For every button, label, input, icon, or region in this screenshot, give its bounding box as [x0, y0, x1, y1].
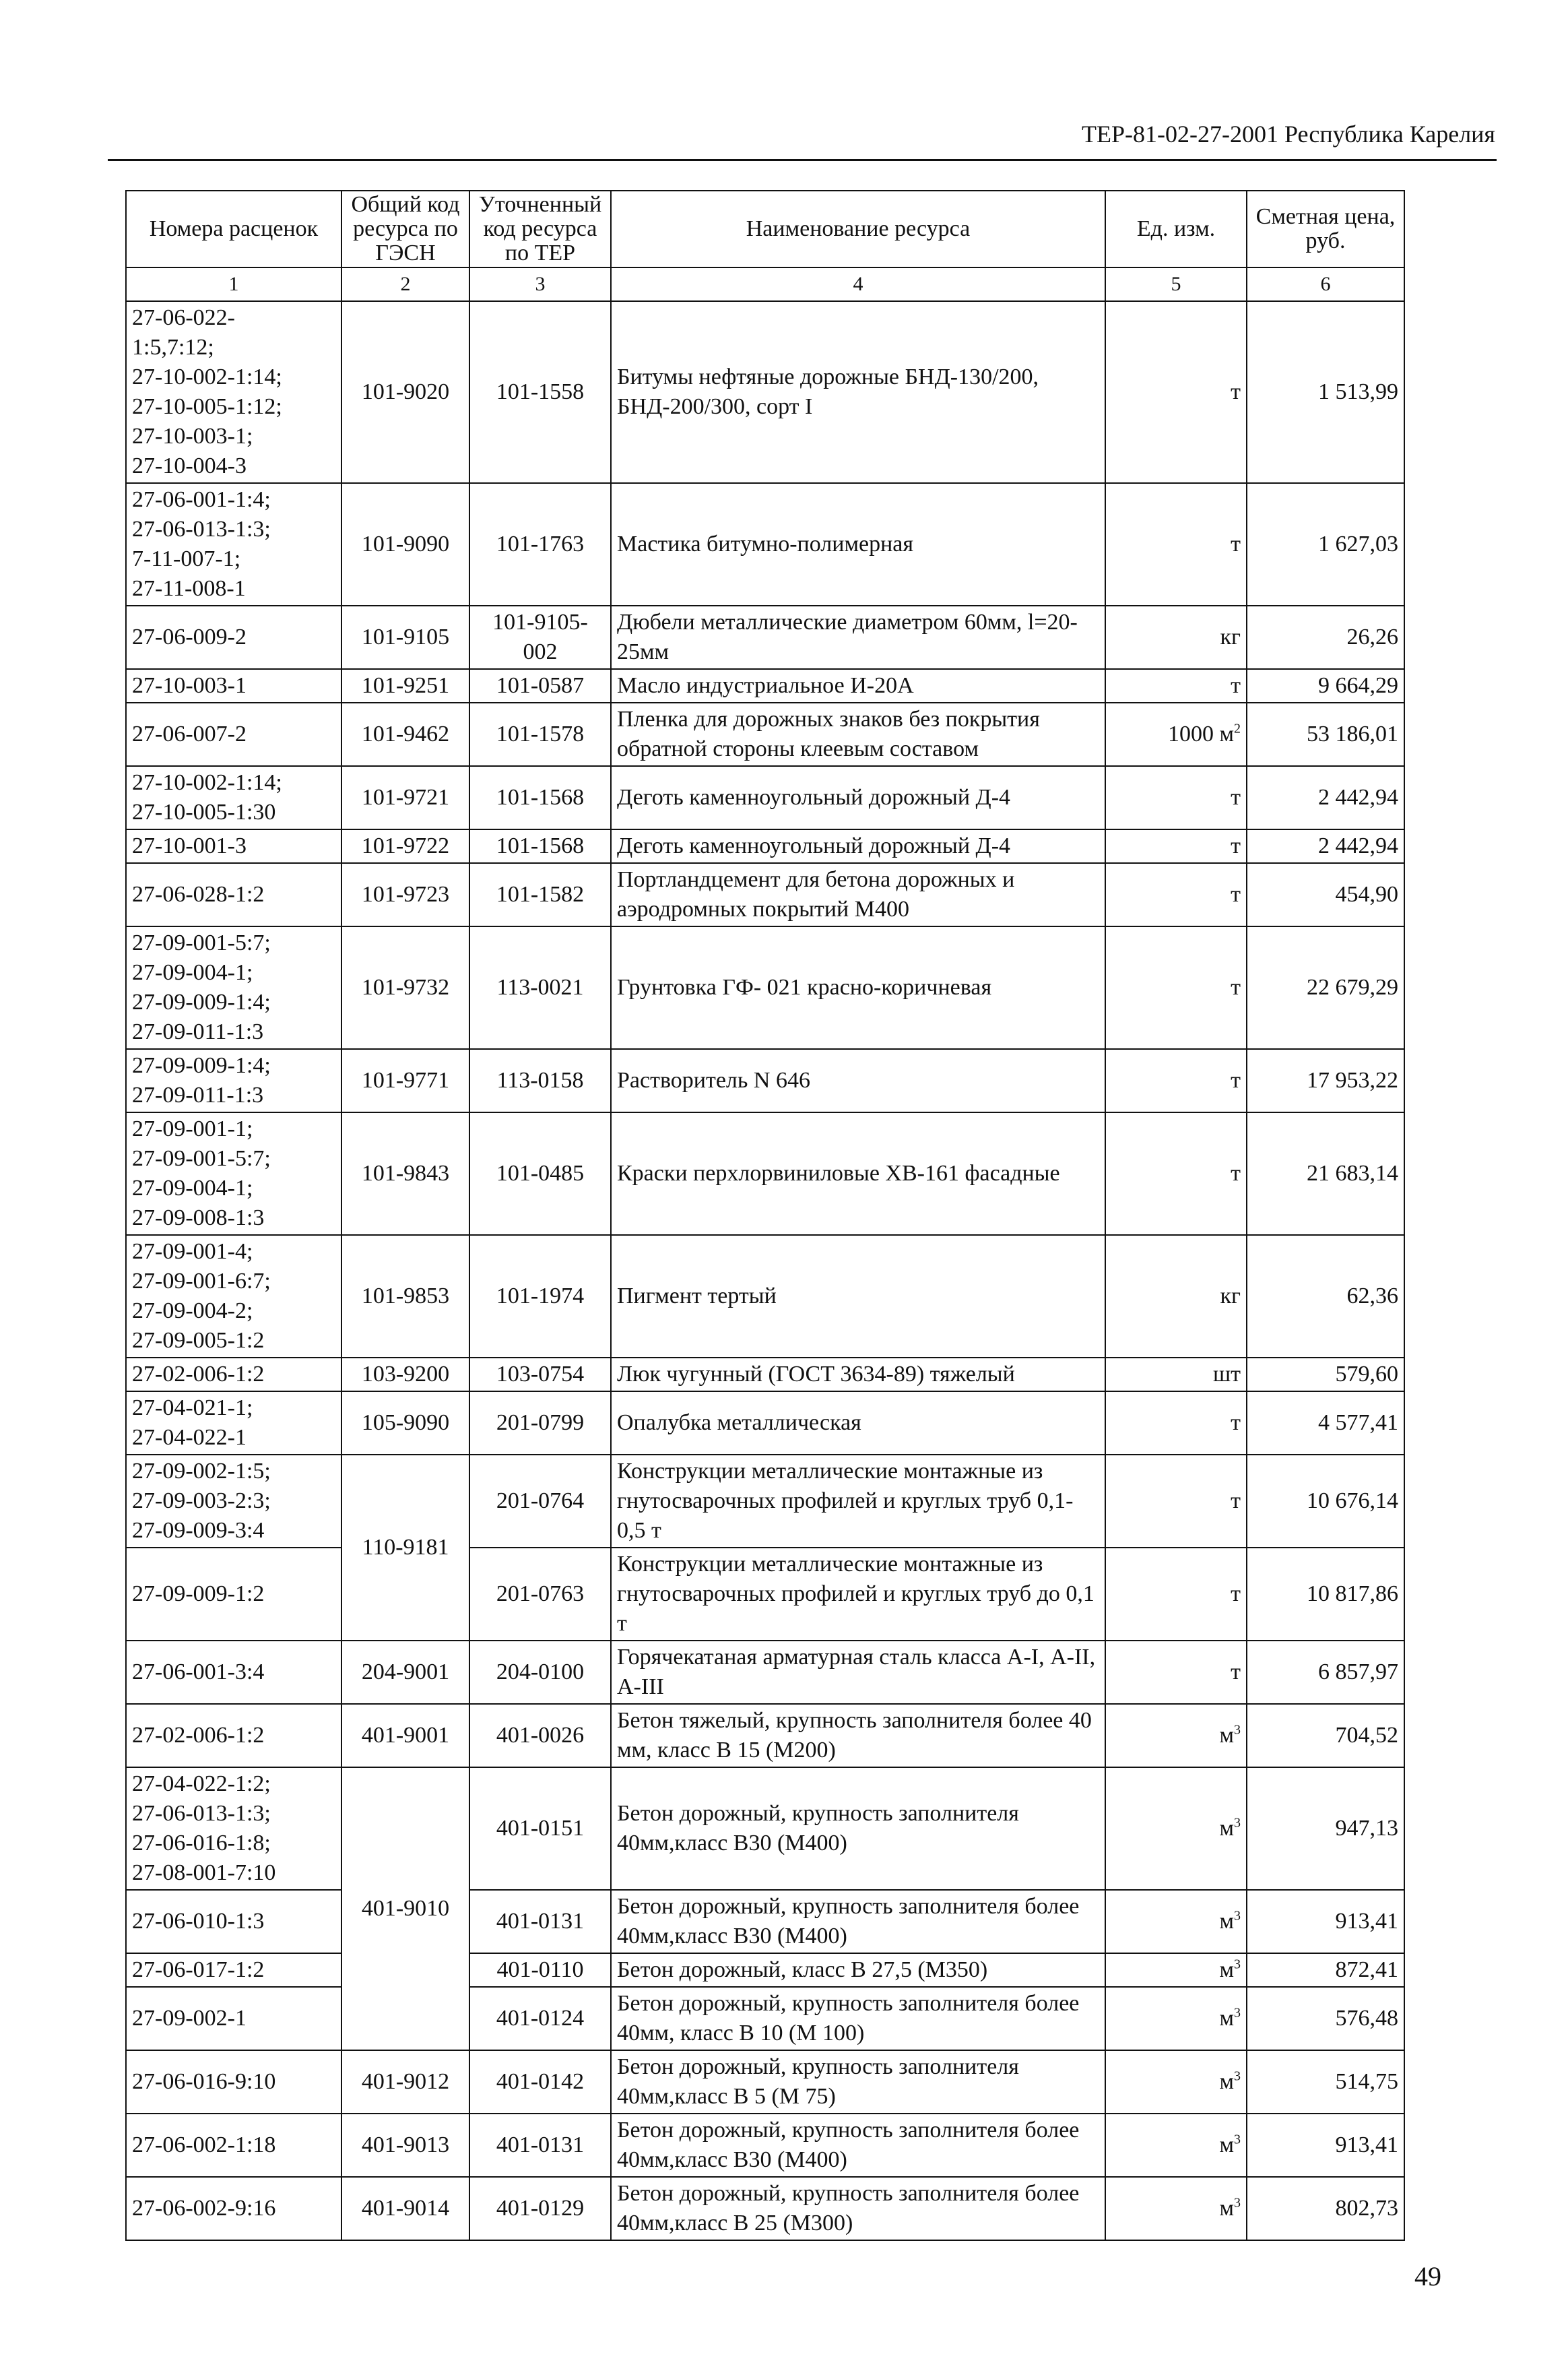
unit-cell	[1105, 669, 1247, 703]
table-row	[126, 1049, 1404, 1112]
unit-text: кг	[1220, 625, 1241, 649]
rate-codes-cell	[126, 766, 341, 829]
rate-code: 27-02-006-1:2	[132, 1723, 265, 1748]
unit-cell	[1105, 1049, 1247, 1112]
ter-code-cell: 101-0587	[469, 669, 611, 703]
column-number: 3	[469, 267, 611, 301]
resource-name-cell: Люк чугунный (ГОСТ 3634-89) тяжелый	[611, 1358, 1105, 1391]
resource-name-cell: Деготь каменноугольный дорожный Д-4	[611, 829, 1105, 863]
rate-codes-cell	[126, 1049, 341, 1112]
price-cell: 802,73	[1247, 2177, 1404, 2240]
rate-code: 27-10-003-1	[132, 673, 247, 698]
unit-cell	[1105, 829, 1247, 863]
ter-code-cell: 113-0021	[469, 926, 611, 1049]
resource-name-cell: Бетон дорожный, крупность заполнителя более 40мм,класс В 25 (М300)	[611, 2177, 1105, 2240]
rate-codes-cell	[126, 1548, 341, 1641]
table-row	[126, 1455, 1404, 1548]
gesn-code-cell: 101-9732	[341, 926, 469, 1049]
table-row	[126, 2114, 1404, 2177]
rate-code: 27-06-013-1:3;	[132, 1801, 271, 1826]
column-header-ter-code: Уточненный код ресурса по ТЕР	[469, 191, 611, 267]
gesn-code-cell: 101-9771	[341, 1049, 469, 1112]
table-row	[126, 703, 1404, 766]
rate-code: 27-06-001-1:4;	[132, 487, 271, 512]
gesn-code-cell: 101-9843	[341, 1112, 469, 1235]
table-row	[126, 606, 1404, 669]
unit-text: т	[1231, 1659, 1241, 1684]
table-row	[126, 1235, 1404, 1358]
unit-text: м	[1219, 2006, 1234, 2031]
unit-cell	[1105, 2177, 1247, 2240]
price-cell: 53 186,01	[1247, 703, 1404, 766]
rate-codes-cell	[126, 1641, 341, 1704]
rate-code: 27-09-001-5:7;	[132, 1146, 271, 1171]
ter-code-cell: 113-0158	[469, 1049, 611, 1112]
table-row	[126, 1358, 1404, 1391]
rate-code: 27-09-002-1	[132, 2006, 247, 2031]
unit-text: т	[1231, 532, 1241, 557]
gesn-code-cell: 110-9181	[341, 1455, 469, 1641]
resource-name-cell: Портландцемент для бетона дорожных и аэродромных покрытий М400	[611, 863, 1105, 926]
rate-code: 27-09-004-1;	[132, 1176, 253, 1201]
rate-codes-cell	[126, 863, 341, 926]
resource-name-cell: Растворитель N 646	[611, 1049, 1105, 1112]
unit-cell	[1105, 483, 1247, 606]
column-number: 1	[126, 267, 341, 301]
price-cell: 22 679,29	[1247, 926, 1404, 1049]
unit-text: т	[1231, 1581, 1241, 1606]
price-cell: 1 513,99	[1247, 301, 1404, 483]
rate-code: 27-06-002-1:18	[132, 2132, 276, 2157]
rate-codes-cell	[126, 606, 341, 669]
price-cell: 514,75	[1247, 2050, 1404, 2114]
rate-code: 27-10-005-1:12;	[132, 394, 282, 419]
rate-code: 27-09-002-1:5;	[132, 1459, 271, 1484]
gesn-code-cell: 401-9013	[341, 2114, 469, 2177]
unit-cell	[1105, 1641, 1247, 1704]
unit-text: м	[1219, 1957, 1234, 1982]
gesn-code-cell: 401-9014	[341, 2177, 469, 2240]
ter-code-cell: 201-0764	[469, 1455, 611, 1548]
rate-code: 27-04-022-1:2;	[132, 1771, 271, 1796]
gesn-code-cell: 101-9723	[341, 863, 469, 926]
page-number: 49	[1414, 2261, 1441, 2291]
rate-code: 27-06-010-1:3	[132, 1909, 265, 1934]
resource-name-cell: Деготь каменноугольный дорожный Д-4	[611, 766, 1105, 829]
ter-code-cell: 401-0026	[469, 1704, 611, 1767]
unit-text: т	[1231, 1161, 1241, 1186]
unit-cell	[1105, 1953, 1247, 1987]
price-cell: 6 857,97	[1247, 1641, 1404, 1704]
unit-text: м	[1219, 2196, 1234, 2221]
unit-text: м	[1219, 2132, 1234, 2157]
rate-code: 27-09-005-1:2	[132, 1328, 265, 1353]
gesn-code-cell: 101-9020	[341, 301, 469, 483]
rate-code: 27-10-004-3	[132, 453, 247, 478]
ter-code-cell: 101-1568	[469, 766, 611, 829]
gesn-code-cell: 401-9010	[341, 1767, 469, 2050]
ter-code-cell: 401-0142	[469, 2050, 611, 2114]
rate-code: 27-09-011-1:3	[132, 1019, 264, 1044]
resource-name-cell: Грунтовка ГФ- 021 красно-коричневая	[611, 926, 1105, 1049]
price-cell: 21 683,14	[1247, 1112, 1404, 1235]
rate-codes-cell	[126, 2114, 341, 2177]
table-row	[126, 1112, 1404, 1235]
rate-code: 27-04-021-1;	[132, 1395, 253, 1420]
unit-exponent: 3	[1234, 1908, 1241, 1924]
unit-cell	[1105, 1391, 1247, 1455]
rate-code: 27-09-003-2:3;	[132, 1488, 271, 1513]
gesn-code-cell: 101-9462	[341, 703, 469, 766]
rate-codes-cell	[126, 2177, 341, 2240]
rate-codes-cell	[126, 1455, 341, 1548]
unit-text: кг	[1220, 1283, 1241, 1308]
price-cell: 704,52	[1247, 1704, 1404, 1767]
rate-code: 27-06-022-	[132, 305, 235, 330]
price-cell: 4 577,41	[1247, 1391, 1404, 1455]
gesn-code-cell: 101-9721	[341, 766, 469, 829]
rate-codes-cell	[126, 669, 341, 703]
column-header-price: Сметная цена, руб.	[1247, 191, 1404, 267]
gesn-code-cell: 105-9090	[341, 1391, 469, 1455]
rate-code: 27-06-007-2	[132, 722, 247, 747]
rate-codes-cell	[126, 1953, 341, 1987]
resource-name-cell: Бетон тяжелый, крупность заполнителя более 40 мм, класс В 15 (М200)	[611, 1704, 1105, 1767]
price-cell: 10 817,86	[1247, 1548, 1404, 1641]
gesn-code-cell: 103-9200	[341, 1358, 469, 1391]
ter-code-cell: 101-0485	[469, 1112, 611, 1235]
rate-codes-cell	[126, 1358, 341, 1391]
column-number: 4	[611, 267, 1105, 301]
price-cell: 10 676,14	[1247, 1455, 1404, 1548]
resource-name-cell: Бетон дорожный, крупность заполнителя более 40мм, класс В 10 (М 100)	[611, 1987, 1105, 2050]
resource-name-cell: Пленка для дорожных знаков без покрытия обратной стороны клеевым составом	[611, 703, 1105, 766]
table-row	[126, 483, 1404, 606]
resource-name-cell: Бетон дорожный, крупность заполнителя 40мм,класс В30 (М400)	[611, 1767, 1105, 1890]
rate-code: 27-09-011-1:3	[132, 1083, 264, 1108]
ter-code-cell: 401-0110	[469, 1953, 611, 1987]
rate-code: 27-06-016-9:10	[132, 2069, 276, 2094]
rate-code: 27-09-009-1:4;	[132, 1053, 271, 1078]
rate-code: 27-09-004-2;	[132, 1298, 253, 1323]
unit-text: т	[1231, 1068, 1241, 1093]
unit-text: т	[1231, 673, 1241, 698]
table-row	[126, 863, 1404, 926]
column-header-gesn-code: Общий код ресурса по ГЭСН	[341, 191, 469, 267]
rate-codes-cell	[126, 1890, 341, 1953]
rate-codes-cell	[126, 1704, 341, 1767]
unit-text: т	[1231, 833, 1241, 858]
rate-codes-cell	[126, 1391, 341, 1455]
rate-code: 27-09-001-4;	[132, 1239, 253, 1264]
resource-price-table	[125, 190, 1405, 2241]
unit-cell	[1105, 863, 1247, 926]
unit-exponent: 3	[1234, 2132, 1241, 2147]
price-cell: 913,41	[1247, 2114, 1404, 2177]
rate-code: 27-10-002-1:14;	[132, 770, 282, 795]
resource-name-cell: Мастика битумно-полимерная	[611, 483, 1105, 606]
unit-text: м	[1219, 2069, 1234, 2094]
table-row	[126, 2177, 1404, 2240]
price-cell: 62,36	[1247, 1235, 1404, 1358]
table-row	[126, 766, 1404, 829]
rate-code: 27-09-001-6:7;	[132, 1269, 271, 1294]
rate-codes-cell	[126, 301, 341, 483]
price-cell: 1 627,03	[1247, 483, 1404, 606]
ter-code-cell: 201-0763	[469, 1548, 611, 1641]
unit-exponent: 3	[1234, 2068, 1241, 2084]
price-cell: 579,60	[1247, 1358, 1404, 1391]
table-row	[126, 1890, 1404, 1953]
price-cell: 454,90	[1247, 863, 1404, 926]
column-number: 6	[1247, 267, 1404, 301]
rate-code: 27-09-009-3:4	[132, 1518, 265, 1543]
price-cell: 913,41	[1247, 1890, 1404, 1953]
rate-code: 27-06-001-3:4	[132, 1659, 265, 1684]
ter-code-cell: 401-0124	[469, 1987, 611, 2050]
rate-code: 27-04-022-1	[132, 1425, 247, 1450]
rate-code: 27-06-013-1:3;	[132, 517, 271, 542]
ter-code-cell: 103-0754	[469, 1358, 611, 1391]
column-header-unit: Ед. изм.	[1105, 191, 1247, 267]
rate-code: 27-10-005-1:30	[132, 800, 276, 825]
table-row	[126, 1641, 1404, 1704]
ter-code-cell: 401-0129	[469, 2177, 611, 2240]
gesn-code-cell: 401-9012	[341, 2050, 469, 2114]
ter-code-cell: 401-0131	[469, 1890, 611, 1953]
table-row	[126, 829, 1404, 863]
price-cell: 2 442,94	[1247, 829, 1404, 863]
table-body	[126, 301, 1404, 2240]
table-row	[126, 1953, 1404, 1987]
price-cell: 9 664,29	[1247, 669, 1404, 703]
unit-text: 1000 м	[1167, 722, 1234, 747]
unit-cell	[1105, 1358, 1247, 1391]
table-row	[126, 669, 1404, 703]
rate-codes-cell	[126, 1112, 341, 1235]
unit-cell	[1105, 606, 1247, 669]
unit-exponent: 3	[1234, 2005, 1241, 2021]
gesn-code-cell: 101-9853	[341, 1235, 469, 1358]
gesn-code-cell: 101-9251	[341, 669, 469, 703]
column-header-codes: Номера расценок	[126, 191, 341, 267]
unit-cell	[1105, 1987, 1247, 2050]
resource-name-cell: Бетон дорожный, крупность заполнителя более 40мм,класс В30 (М400)	[611, 1890, 1105, 1953]
rate-code: 27-02-006-1:2	[132, 1362, 265, 1387]
rate-code: 7-11-007-1;	[132, 546, 241, 571]
rate-code: 27-09-008-1:3	[132, 1205, 265, 1230]
unit-cell	[1105, 1767, 1247, 1890]
rate-code: 27-06-016-1:8;	[132, 1831, 271, 1856]
rate-codes-cell	[126, 703, 341, 766]
rate-code: 1:5,7:12;	[132, 335, 214, 360]
price-cell: 576,48	[1247, 1987, 1404, 2050]
resource-name-cell: Масло индустриальное И-20А	[611, 669, 1105, 703]
unit-cell	[1105, 1890, 1247, 1953]
resource-name-cell: Конструкции металлические монтажные из гнутосварочных профилей и круглых труб до 0,1 т	[611, 1548, 1105, 1641]
unit-text: т	[1231, 1488, 1241, 1513]
ter-code-cell: 101-1568	[469, 829, 611, 863]
table-row	[126, 1987, 1404, 2050]
table-row	[126, 1391, 1404, 1455]
column-number: 5	[1105, 267, 1247, 301]
rate-code: 27-10-002-1:14;	[132, 365, 282, 389]
unit-exponent: 3	[1234, 1722, 1241, 1738]
unit-cell	[1105, 926, 1247, 1049]
rate-codes-cell	[126, 483, 341, 606]
ter-code-cell: 101-9105-002	[469, 606, 611, 669]
rate-code: 27-11-008-1	[132, 576, 246, 601]
unit-exponent: 3	[1234, 1815, 1241, 1831]
unit-text: т	[1231, 1410, 1241, 1435]
unit-text: шт	[1212, 1362, 1241, 1387]
ter-code-cell: 101-1558	[469, 301, 611, 483]
ter-code-cell: 201-0799	[469, 1391, 611, 1455]
resource-name-cell: Битумы нефтяные дорожные БНД-130/200, БНД-200/300, сорт I	[611, 301, 1105, 483]
price-cell: 17 953,22	[1247, 1049, 1404, 1112]
unit-text: м	[1219, 1816, 1234, 1841]
unit-text: т	[1231, 975, 1241, 1000]
price-cell: 2 442,94	[1247, 766, 1404, 829]
table-row	[126, 301, 1404, 483]
unit-cell	[1105, 1704, 1247, 1767]
column-number: 2	[341, 267, 469, 301]
rate-code: 27-06-002-9:16	[132, 2196, 276, 2221]
table-header-row	[126, 191, 1404, 267]
resource-name-cell: Бетон дорожный, крупность заполнителя более 40мм,класс В30 (М400)	[611, 2114, 1105, 2177]
resource-name-cell: Горячекатаная арматурная сталь класса А-I, А-II, А-III	[611, 1641, 1105, 1704]
gesn-code-cell: 204-9001	[341, 1641, 469, 1704]
unit-exponent: 3	[1234, 1957, 1241, 1972]
ter-code-cell: 401-0151	[469, 1767, 611, 1890]
unit-text: т	[1231, 882, 1241, 907]
resource-name-cell: Опалубка металлическая	[611, 1391, 1105, 1455]
rate-code: 27-09-009-1:2	[132, 1581, 265, 1606]
column-number-row	[126, 267, 1404, 301]
resource-name-cell: Пигмент тертый	[611, 1235, 1105, 1358]
header-divider	[108, 159, 1497, 161]
resource-name-cell: Конструкции металлические монтажные из гнутосварочных профилей и круглых труб 0,1-0,5 т	[611, 1455, 1105, 1548]
gesn-code-cell: 101-9105	[341, 606, 469, 669]
rate-codes-cell	[126, 829, 341, 863]
rate-code: 27-09-004-1;	[132, 960, 253, 985]
price-cell: 26,26	[1247, 606, 1404, 669]
ter-code-cell: 101-1582	[469, 863, 611, 926]
rate-code: 27-10-001-3	[132, 833, 247, 858]
ter-code-cell: 101-1578	[469, 703, 611, 766]
ter-code-cell: 401-0131	[469, 2114, 611, 2177]
rate-codes-cell	[126, 2050, 341, 2114]
unit-cell	[1105, 2050, 1247, 2114]
gesn-code-cell: 101-9722	[341, 829, 469, 863]
rate-codes-cell	[126, 1235, 341, 1358]
unit-cell	[1105, 301, 1247, 483]
rate-codes-cell	[126, 926, 341, 1049]
unit-text: м	[1219, 1909, 1234, 1934]
rate-code: 27-08-001-7:10	[132, 1860, 276, 1885]
resource-name-cell: Бетон дорожный, крупность заполнителя 40мм,класс В 5 (М 75)	[611, 2050, 1105, 2114]
rate-codes-cell	[126, 1987, 341, 2050]
unit-cell	[1105, 2114, 1247, 2177]
gesn-code-cell: 401-9001	[341, 1704, 469, 1767]
document-header: ТЕР-81-02-27-2001 Республика Карелия	[1081, 121, 1495, 148]
table-row	[126, 1548, 1404, 1641]
unit-cell	[1105, 1548, 1247, 1641]
price-cell: 947,13	[1247, 1767, 1404, 1890]
table-row	[126, 1704, 1404, 1767]
ter-code-cell: 101-1974	[469, 1235, 611, 1358]
unit-cell	[1105, 1112, 1247, 1235]
rate-codes-cell	[126, 1767, 341, 1890]
unit-exponent: 2	[1234, 721, 1241, 736]
ter-code-cell: 204-0100	[469, 1641, 611, 1704]
rate-code: 27-10-003-1;	[132, 424, 253, 449]
rate-code: 27-09-001-5:7;	[132, 930, 271, 955]
table-row	[126, 2050, 1404, 2114]
ter-code-cell: 101-1763	[469, 483, 611, 606]
resource-name-cell: Дюбели металлические диаметром 60мм, l=20-25мм	[611, 606, 1105, 669]
table-row	[126, 926, 1404, 1049]
resource-name-cell: Бетон дорожный, класс В 27,5 (М350)	[611, 1953, 1105, 1987]
unit-cell	[1105, 766, 1247, 829]
price-cell: 872,41	[1247, 1953, 1404, 1987]
column-header-resource-name: Наименование ресурса	[611, 191, 1105, 267]
gesn-code-cell: 101-9090	[341, 483, 469, 606]
rate-code: 27-06-028-1:2	[132, 882, 265, 907]
rate-code: 27-09-001-1;	[132, 1116, 253, 1141]
unit-cell	[1105, 1455, 1247, 1548]
rate-code: 27-06-009-2	[132, 625, 247, 649]
unit-cell	[1105, 703, 1247, 766]
unit-text: т	[1231, 785, 1241, 810]
unit-exponent: 3	[1234, 2195, 1241, 2211]
rate-code: 27-06-017-1:2	[132, 1957, 265, 1982]
unit-cell	[1105, 1235, 1247, 1358]
resource-name-cell: Краски перхлорвиниловые ХВ-161 фасадные	[611, 1112, 1105, 1235]
rate-code: 27-09-009-1:4;	[132, 990, 271, 1015]
table-row	[126, 1767, 1404, 1890]
unit-text: т	[1231, 379, 1241, 404]
unit-text: м	[1219, 1723, 1234, 1748]
